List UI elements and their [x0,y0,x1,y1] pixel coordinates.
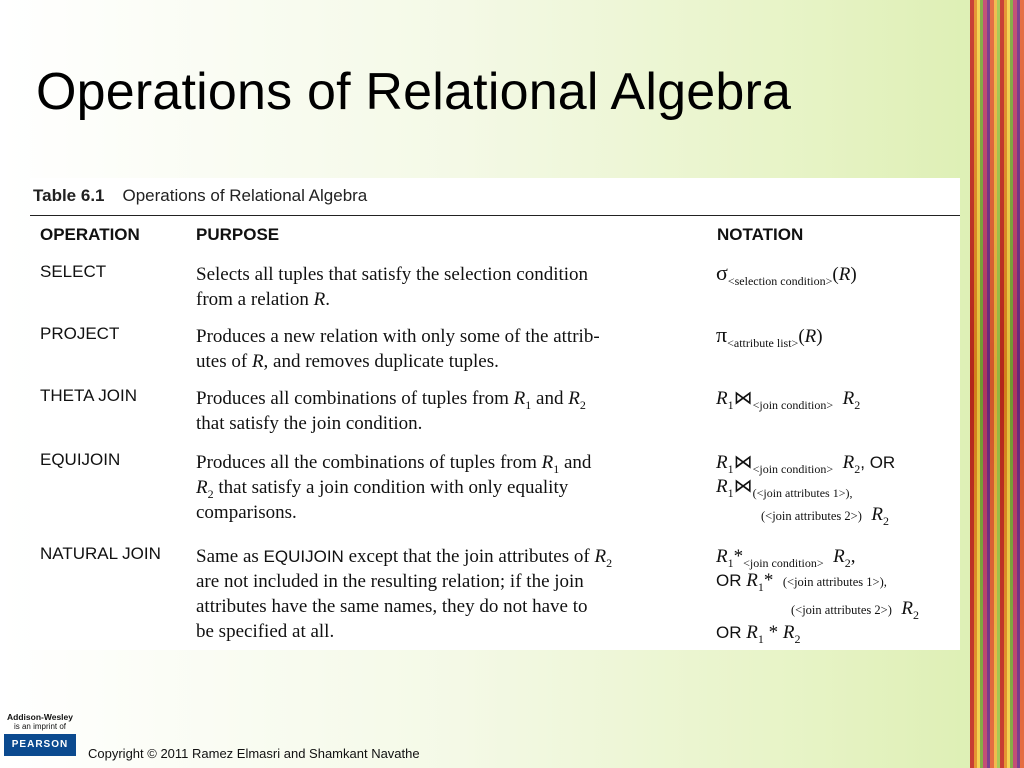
notation-subscript: 1 [757,579,764,594]
purpose-line: Produces a new relation with only some of the attrib- [196,326,600,347]
notation-line [791,598,919,621]
table-caption-label: Table 6.1 [33,186,105,205]
purpose-line [196,349,691,374]
notation-relation: R [901,598,913,619]
notation-line [716,452,895,474]
purpose-line: comparisons. [196,502,297,523]
notation-subscript: 2 [794,631,801,646]
header-purpose: PURPOSE [196,225,280,244]
notation-relation: R [782,622,795,643]
notation-subscript: 2 [854,461,861,476]
slide-title: Operations of Relational Algebra [36,63,792,121]
notation-relation: R [746,570,758,591]
notation-paren: ) [850,264,857,285]
notation-or: , OR [860,453,896,472]
notation-line [761,504,889,527]
notation-subscript: 1 [757,631,764,646]
pi-symbol: π [716,322,728,347]
purpose-fragment: R [313,289,326,310]
operation-name: NATURAL JOIN [40,544,161,563]
purpose-line [196,450,691,475]
purpose-fragment: Same as [196,546,264,567]
notation-relation: R [871,504,883,525]
header-notation: NOTATION [717,225,804,244]
purpose-fragment: Produces all the combinations of tuples from [196,452,542,473]
purpose-fragment: EQUIJOIN [263,547,344,566]
purpose-subscript: 1 [525,397,532,412]
decorative-stripes [970,0,1024,768]
copyright-text: Copyright © 2011 Ramez Elmasri and Shamkant Navathe [88,746,420,761]
notation-relation: R [716,476,728,497]
purpose-text [196,262,691,312]
purpose-fragment: except that the join attributes of [343,546,595,567]
operation-name: SELECT [40,262,107,281]
notation-subscript: 1 [727,397,734,412]
table-caption [33,186,367,206]
notation-subscript: <join condition> [752,397,834,412]
purpose-line [196,544,691,569]
notation-paren: ( [832,264,839,285]
notation-relation: R [842,452,855,473]
purpose-fragment: . [325,289,331,310]
notation-or: OR [716,623,742,642]
purpose-fragment: R [513,388,526,409]
purpose-text [196,386,691,436]
purpose-line: are not included in the resulting relation; if the join [196,571,584,592]
notation-subscript: (<join attributes 2>) [791,603,892,617]
purpose-fragment: from a relation [196,289,314,310]
purpose-fragment: and [559,452,592,473]
purpose-fragment: that satisfy a join condition with only equality [213,477,569,498]
notation-line [716,570,887,593]
purpose-line: be specified at all. [196,621,335,642]
notation-subscript: <attribute list> [727,335,799,350]
purpose-fragment: R [568,388,580,409]
publisher-logo [4,712,76,756]
notation-subscript: <join condition> [743,555,824,570]
notation-subscript: (<join attributes 1>), [782,575,887,589]
purpose-fragment: R [541,452,554,473]
table-caption-text: Operations of Relational Algebra [122,186,368,205]
purpose-fragment: R [196,477,208,498]
notation-or: OR [716,571,742,590]
notation-line [716,324,823,348]
pearson-logo: PEARSON [4,734,76,756]
purpose-text [196,450,691,525]
notation-subscript: <selection condition> [727,273,833,288]
notation-subscript: 1 [727,485,734,500]
notation-relation: R [833,546,845,567]
notation-subscript: 2 [844,555,851,570]
sigma-symbol: σ [716,260,728,285]
notation-paren: ) [816,326,823,347]
notation-comma: , [850,546,856,567]
purpose-line: that satisfy the join condition. [196,413,423,434]
notation-subscript: 1 [727,461,734,476]
bowtie-symbol: ⋈ [733,452,753,473]
bowtie-symbol: ⋈ [733,388,753,409]
purpose-line: Selects all tuples that satisfy the selection condition [196,264,589,285]
purpose-line [196,475,691,500]
purpose-line [196,386,691,411]
notation-relation: R [838,264,851,285]
notation-line [716,262,857,286]
purpose-line: attributes have the same names, they do not have to [196,596,588,617]
purpose-line [196,287,691,312]
notation-relation: R [842,388,855,409]
publisher-name: Addison-Wesley [7,712,73,722]
notation-subscript: (<join attributes 2>) [761,509,862,523]
operations-table [30,178,960,650]
notation-relation: R [746,622,758,643]
notation-subscript: (<join attributes 1>), [752,485,853,500]
caption-divider [30,215,960,216]
purpose-fragment: , and removes duplicate tuples. [263,351,499,372]
purpose-fragment: and [531,388,569,409]
purpose-fragment: R [594,546,607,567]
notation-line [716,388,860,410]
purpose-text [196,544,691,644]
notation-subscript: 2 [883,513,889,528]
purpose-fragment: utes of [196,351,252,372]
notation-subscript: 1 [727,555,734,570]
operation-name: EQUIJOIN [40,450,121,469]
operation-name: THETA JOIN [40,386,137,405]
notation-subscript: 2 [854,397,861,412]
notation-line [716,476,852,498]
notation-paren: ( [798,326,805,347]
purpose-subscript: 2 [579,397,586,412]
notation-relation: R [716,388,728,409]
notation-subscript: <join condition> [752,461,834,476]
notation-relation: R [716,546,728,567]
notation-subscript: 2 [913,607,919,622]
star-symbol: * [768,622,779,643]
purpose-fragment: Produces all combinations of tuples from [196,388,514,409]
purpose-subscript: 2 [606,555,613,570]
purpose-text [196,324,691,374]
star-symbol: * [763,570,774,591]
notation-relation: R [804,326,817,347]
operation-name: PROJECT [40,324,120,343]
imprint-text: is an imprint of [13,722,67,731]
notation-line [716,622,800,644]
purpose-subscript: 2 [207,486,214,501]
bowtie-symbol: ⋈ [733,476,753,497]
star-symbol: * [733,546,744,567]
purpose-fragment: R [251,351,264,372]
purpose-subscript: 1 [553,461,560,476]
header-operation: OPERATION [40,225,140,244]
notation-relation: R [716,452,728,473]
notation-line [716,546,856,568]
